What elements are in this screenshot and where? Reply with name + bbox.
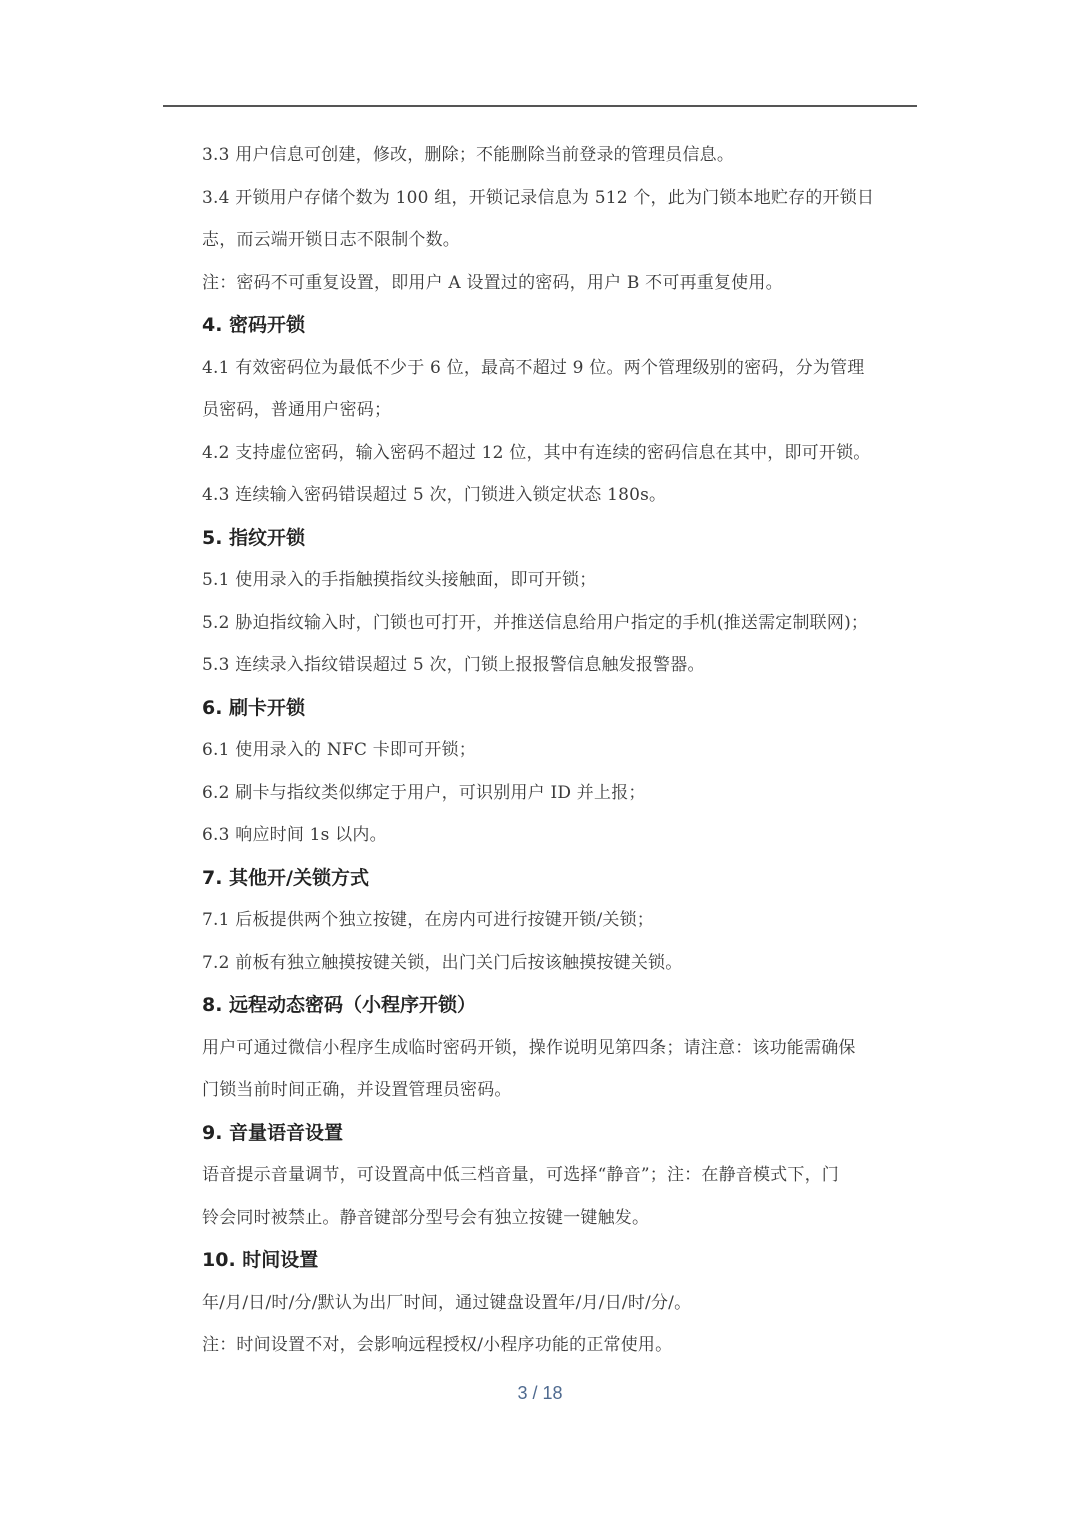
paragraph-6-3: 6.3 响应时间 1s 以内。	[202, 825, 387, 845]
paragraph-8-cont: 门锁当前时间正确，并设置管理员密码。	[202, 1080, 512, 1100]
note-password-unique: 注：密码不可重复设置，即用户 A 设置过的密码，用户 B 不可再重复使用。	[202, 272, 783, 293]
paragraph-10: 年/月/日/时/分/默认为出厂时间，通过键盘设置年/月/日/时/分/。	[202, 1292, 692, 1313]
heading-remote-dynamic-password: 8. 远程动态密码（小程序开锁）	[202, 994, 477, 1016]
paragraph-6-2: 6.2 刷卡与指纹类似绑定于用户，可识别用户 ID 并上报；	[202, 782, 646, 803]
paragraph-3-3: 3.3 用户信息可创建，修改，删除；不能删除当前登录的管理员信息。	[202, 145, 735, 165]
paragraph-8: 用户可通过微信小程序生成临时密码开锁，操作说明见第四条；请注意：该功能需确保	[202, 1037, 856, 1058]
paragraph-7-1: 7.1 后板提供两个独立按键，在房内可进行按键开锁/关锁；	[202, 910, 654, 930]
paragraph-5-2: 5.2 胁迫指纹输入时，门锁也可打开，并推送信息给用户指定的手机(推送需定制联网)；	[202, 612, 869, 633]
paragraph-9-cont: 铃会同时被禁止。静音键部分型号会有独立按键一键触发。	[202, 1207, 650, 1228]
paragraph-4-1-cont: 员密码，普通用户密码；	[202, 400, 392, 420]
heading-other-lock-methods: 7. 其他开/关锁方式	[202, 866, 369, 889]
paragraph-5-3: 5.3 连续录入指纹错误超过 5 次，门锁上报报警信息触发报警器。	[202, 655, 705, 675]
paragraph-4-3: 4.3 连续输入密码错误超过 5 次，门锁进入锁定状态 180s。	[202, 485, 667, 505]
heading-time-settings: 10. 时间设置	[202, 1249, 319, 1271]
paragraph-3-4-cont: 志，而云端开锁日志不限制个数。	[202, 230, 460, 250]
header-rule	[163, 105, 917, 107]
paragraph-4-2: 4.2 支持虚位密码，输入密码不超过 12 位，其中有连续的密码信息在其中，即可开锁。	[202, 442, 871, 463]
heading-fingerprint-unlock: 5. 指纹开锁	[202, 526, 306, 549]
paragraph-9: 语音提示音量调节，可设置高中低三档音量，可选择“静音”；注：在静音模式下，门	[202, 1165, 839, 1185]
heading-volume-voice-settings: 9. 音量语音设置	[202, 1121, 344, 1144]
document-body	[202, 134, 918, 1367]
paragraph-6-1: 6.1 使用录入的 NFC 卡即可开锁；	[202, 740, 476, 760]
page-number: 3 / 18	[517, 1383, 563, 1403]
paragraph-4-1: 4.1 有效密码位为最低不少于 6 位，最高不超过 9 位。两个管理级别的密码，分为管理	[202, 357, 865, 378]
heading-card-unlock: 6. 刷卡开锁	[202, 696, 306, 719]
paragraph-7-2: 7.2 前板有独立触摸按键关锁，出门关门后按该触摸按键关锁。	[202, 952, 683, 973]
paragraph-5-1: 5.1 使用录入的手指触摸指纹头接触面，即可开锁；	[202, 570, 597, 590]
paragraph-3-4: 3.4 开锁用户存储个数为 100 组，开锁记录信息为 512 个，此为门锁本地贮存的开锁日	[202, 187, 875, 208]
heading-password-unlock: 4. 密码开锁	[202, 314, 306, 336]
note-time-settings: 注：时间设置不对，会影响远程授权/小程序功能的正常使用。	[202, 1335, 673, 1355]
